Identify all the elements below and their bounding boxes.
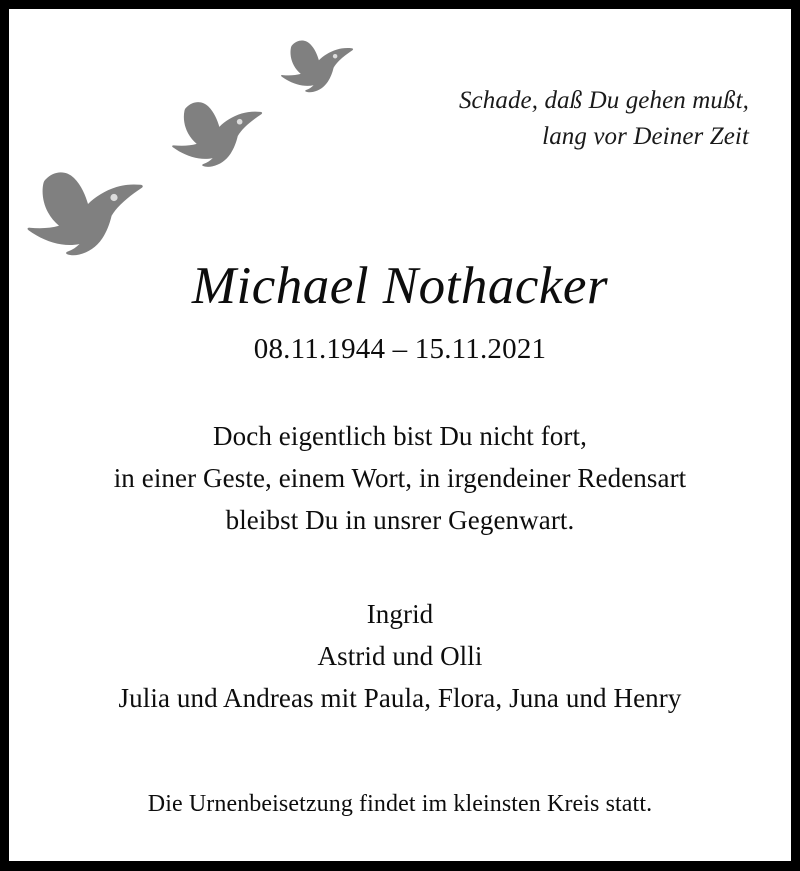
dove-icon-medium	[167, 93, 267, 170]
funeral-arrangement-note: Die Urnenbeisetzung findet im kleinsten Kreis statt.	[147, 791, 653, 817]
mourners-list	[9, 593, 791, 719]
memorial-verse	[9, 415, 791, 541]
mourner-line-2: Astrid und Olli	[317, 641, 483, 671]
quote-line-2: lang vor Deiner Zeit	[542, 123, 749, 150]
verse-line-1: Doch eigentlich bist Du nicht fort,	[213, 421, 587, 451]
epigraph-quote	[269, 83, 749, 155]
quote-line-1: Schade, daß Du gehen mußt,	[458, 87, 749, 114]
life-dates: 08.11.1944 – 15.11.2021	[253, 333, 547, 365]
notice-body	[9, 255, 791, 821]
deceased-name: Michael Nothacker	[191, 257, 609, 315]
verse-line-2: in einer Geste, einem Wort, in irgendeiner Redensart	[113, 463, 687, 493]
mourner-line-3: Julia und Andreas mit Paula, Flora, Juna und Henry	[118, 683, 682, 713]
verse-line-3: bleibst Du in unsrer Gegenwart.	[225, 505, 575, 535]
mourner-line-1: Ingrid	[366, 599, 434, 629]
notice-content-area	[9, 9, 791, 861]
dove-icon-large	[21, 161, 149, 259]
